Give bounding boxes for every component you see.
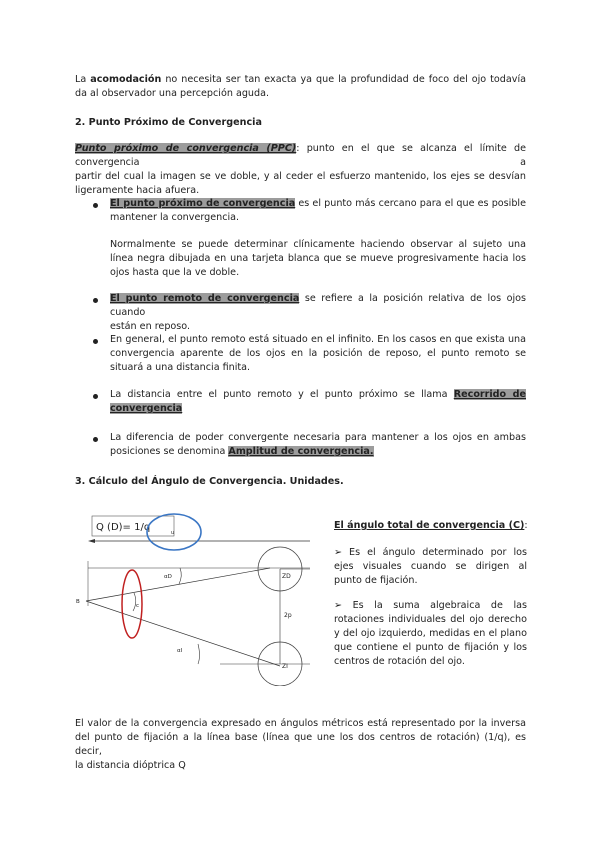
remote-bullet-term: El punto remoto de convergencia <box>110 293 300 304</box>
bullet-text: La distancia entre el punto remoto y el punto próximo se llama <box>110 389 454 400</box>
bullet-text: están en reposo. <box>110 321 191 332</box>
zi-label: ZI <box>282 663 288 670</box>
ppc-text: partir del cual la imagen se ve doble, y al ceder el esfuerzo mantenido, los ejes se desvían <box>75 171 526 182</box>
bullet-dot <box>93 339 98 344</box>
side-text: centros de rotación del ojo. <box>334 656 465 667</box>
side-text: Es la suma algebraica de las <box>352 600 527 611</box>
closing-text: la distancia dióptrica Q <box>75 760 186 771</box>
bullet-text: convergencia aparente de los ojos en la posición de reposo, el punto remoto se <box>110 348 526 359</box>
bullet-item-ppc <box>110 197 526 225</box>
closing-text: del punto de fijación a la línea base (línea que une los dos centros de rotación) (1/q), es decir, <box>75 732 526 757</box>
ppc-text: : punto en el que se alcanza el límite de convergencia a <box>75 143 527 168</box>
intro-paragraph <box>75 73 526 101</box>
intro-text: da al observador una percepción aguda. <box>75 88 270 99</box>
dimension-arrow <box>88 539 95 543</box>
side-text: punto de fijación. <box>334 575 418 586</box>
alpha-d-label: αD <box>164 574 172 580</box>
closing-paragraph <box>75 717 526 773</box>
arrow-bullet-icon: ➢ <box>334 547 343 558</box>
recorrido-term: convergencia <box>110 403 183 414</box>
bullet-dot <box>93 394 98 399</box>
bullet-dot <box>93 203 98 208</box>
side-text: ejes visuales cuando se dirigen al <box>334 561 527 572</box>
alpha-i-arc <box>198 644 200 664</box>
amplitud-term: Amplitud de convergencia. <box>228 446 374 457</box>
side-text: y del ojo izquierdo, medidas en el plano <box>334 628 527 639</box>
section-3-heading: 3. Cálculo del Ángulo de Convergencia. Unidades. <box>75 476 344 487</box>
bullet-text: línea negra dibujada en una tarjeta blanca que se mueve progresivamente hacia los <box>110 253 526 264</box>
bullet-text: se refiere a la posición relativa de los ojos cuando <box>110 293 526 318</box>
convergence-angle-title: El ángulo total de convergencia (C) <box>334 520 525 531</box>
side-text: que contiene el punto de fijación y los <box>334 642 527 653</box>
side-text: rotaciones individuales del ojo derecho <box>334 614 527 625</box>
ppc-definition <box>75 142 526 198</box>
bullet-item-amplitude <box>110 431 526 459</box>
bullet-text: posiciones se denomina <box>110 446 229 457</box>
bullet-dot <box>93 298 98 303</box>
convergence-angle-explanation <box>334 519 527 533</box>
zd-label: ZD <box>282 573 291 580</box>
ppc-text: ligeramente hacia afuera. <box>75 185 200 196</box>
title-colon: : <box>524 520 528 531</box>
bullet-text: mantener la convergencia. <box>110 212 240 223</box>
bullet-text: es el punto más cercano para el que es posible <box>295 198 526 209</box>
closing-text: El valor de la convergencia expresado en ángulos métricos está representado por la inversa <box>75 718 526 729</box>
side-point-2 <box>334 599 527 669</box>
ppc-term: Punto próximo de convergencia (PPC) <box>75 143 297 154</box>
intro-text: La <box>75 74 91 85</box>
bullet-text: En general, el punto remoto está situado en el infinito. En los casos en que exista una <box>110 334 526 345</box>
bullet-item-range <box>110 388 526 416</box>
alpha-i-label: αI <box>177 648 183 654</box>
side-point-1 <box>334 546 527 588</box>
bullet-item-infinity <box>110 333 526 375</box>
c-label: c <box>136 603 140 609</box>
ppc-bullet-term: El punto próximo de convergencia <box>110 198 296 209</box>
alpha-d-arc <box>179 568 181 584</box>
bullet-text: La diferencia de poder convergente necesaria para mantener a los ojos en ambas <box>110 432 526 443</box>
bullet-text: Normalmente se puede determinar clínicamente haciendo observar al sujeto una <box>110 239 526 250</box>
bullet-dot <box>93 437 98 442</box>
bullet-text: situará a una distancia finita. <box>110 362 251 373</box>
section-2-heading: 2. Punto Próximo de Convergencia <box>75 117 262 128</box>
bullet-text: ojos hasta que la ve doble. <box>110 267 240 278</box>
b-label: B <box>76 599 80 605</box>
visual-axis-right <box>86 568 270 601</box>
arrow-bullet-icon: ➢ <box>334 600 343 611</box>
recorrido-term: Recorrido de <box>453 389 526 400</box>
bullet-item-remote <box>110 292 526 334</box>
visual-axis-left <box>86 601 280 666</box>
2p-label: 2p <box>284 612 292 619</box>
side-text: Es el ángulo determinado por los <box>349 547 527 558</box>
intro-text: no necesita ser tan exacta ya que la profundidad de foco del ojo todavía <box>161 74 526 85</box>
u-label: u <box>171 530 175 536</box>
bullet-item-ppc-note <box>110 238 526 280</box>
convergence-diagram <box>70 506 328 686</box>
acomodacion-term: acomodación <box>90 74 162 85</box>
q-label: Q (D)= 1/q <box>96 522 151 533</box>
